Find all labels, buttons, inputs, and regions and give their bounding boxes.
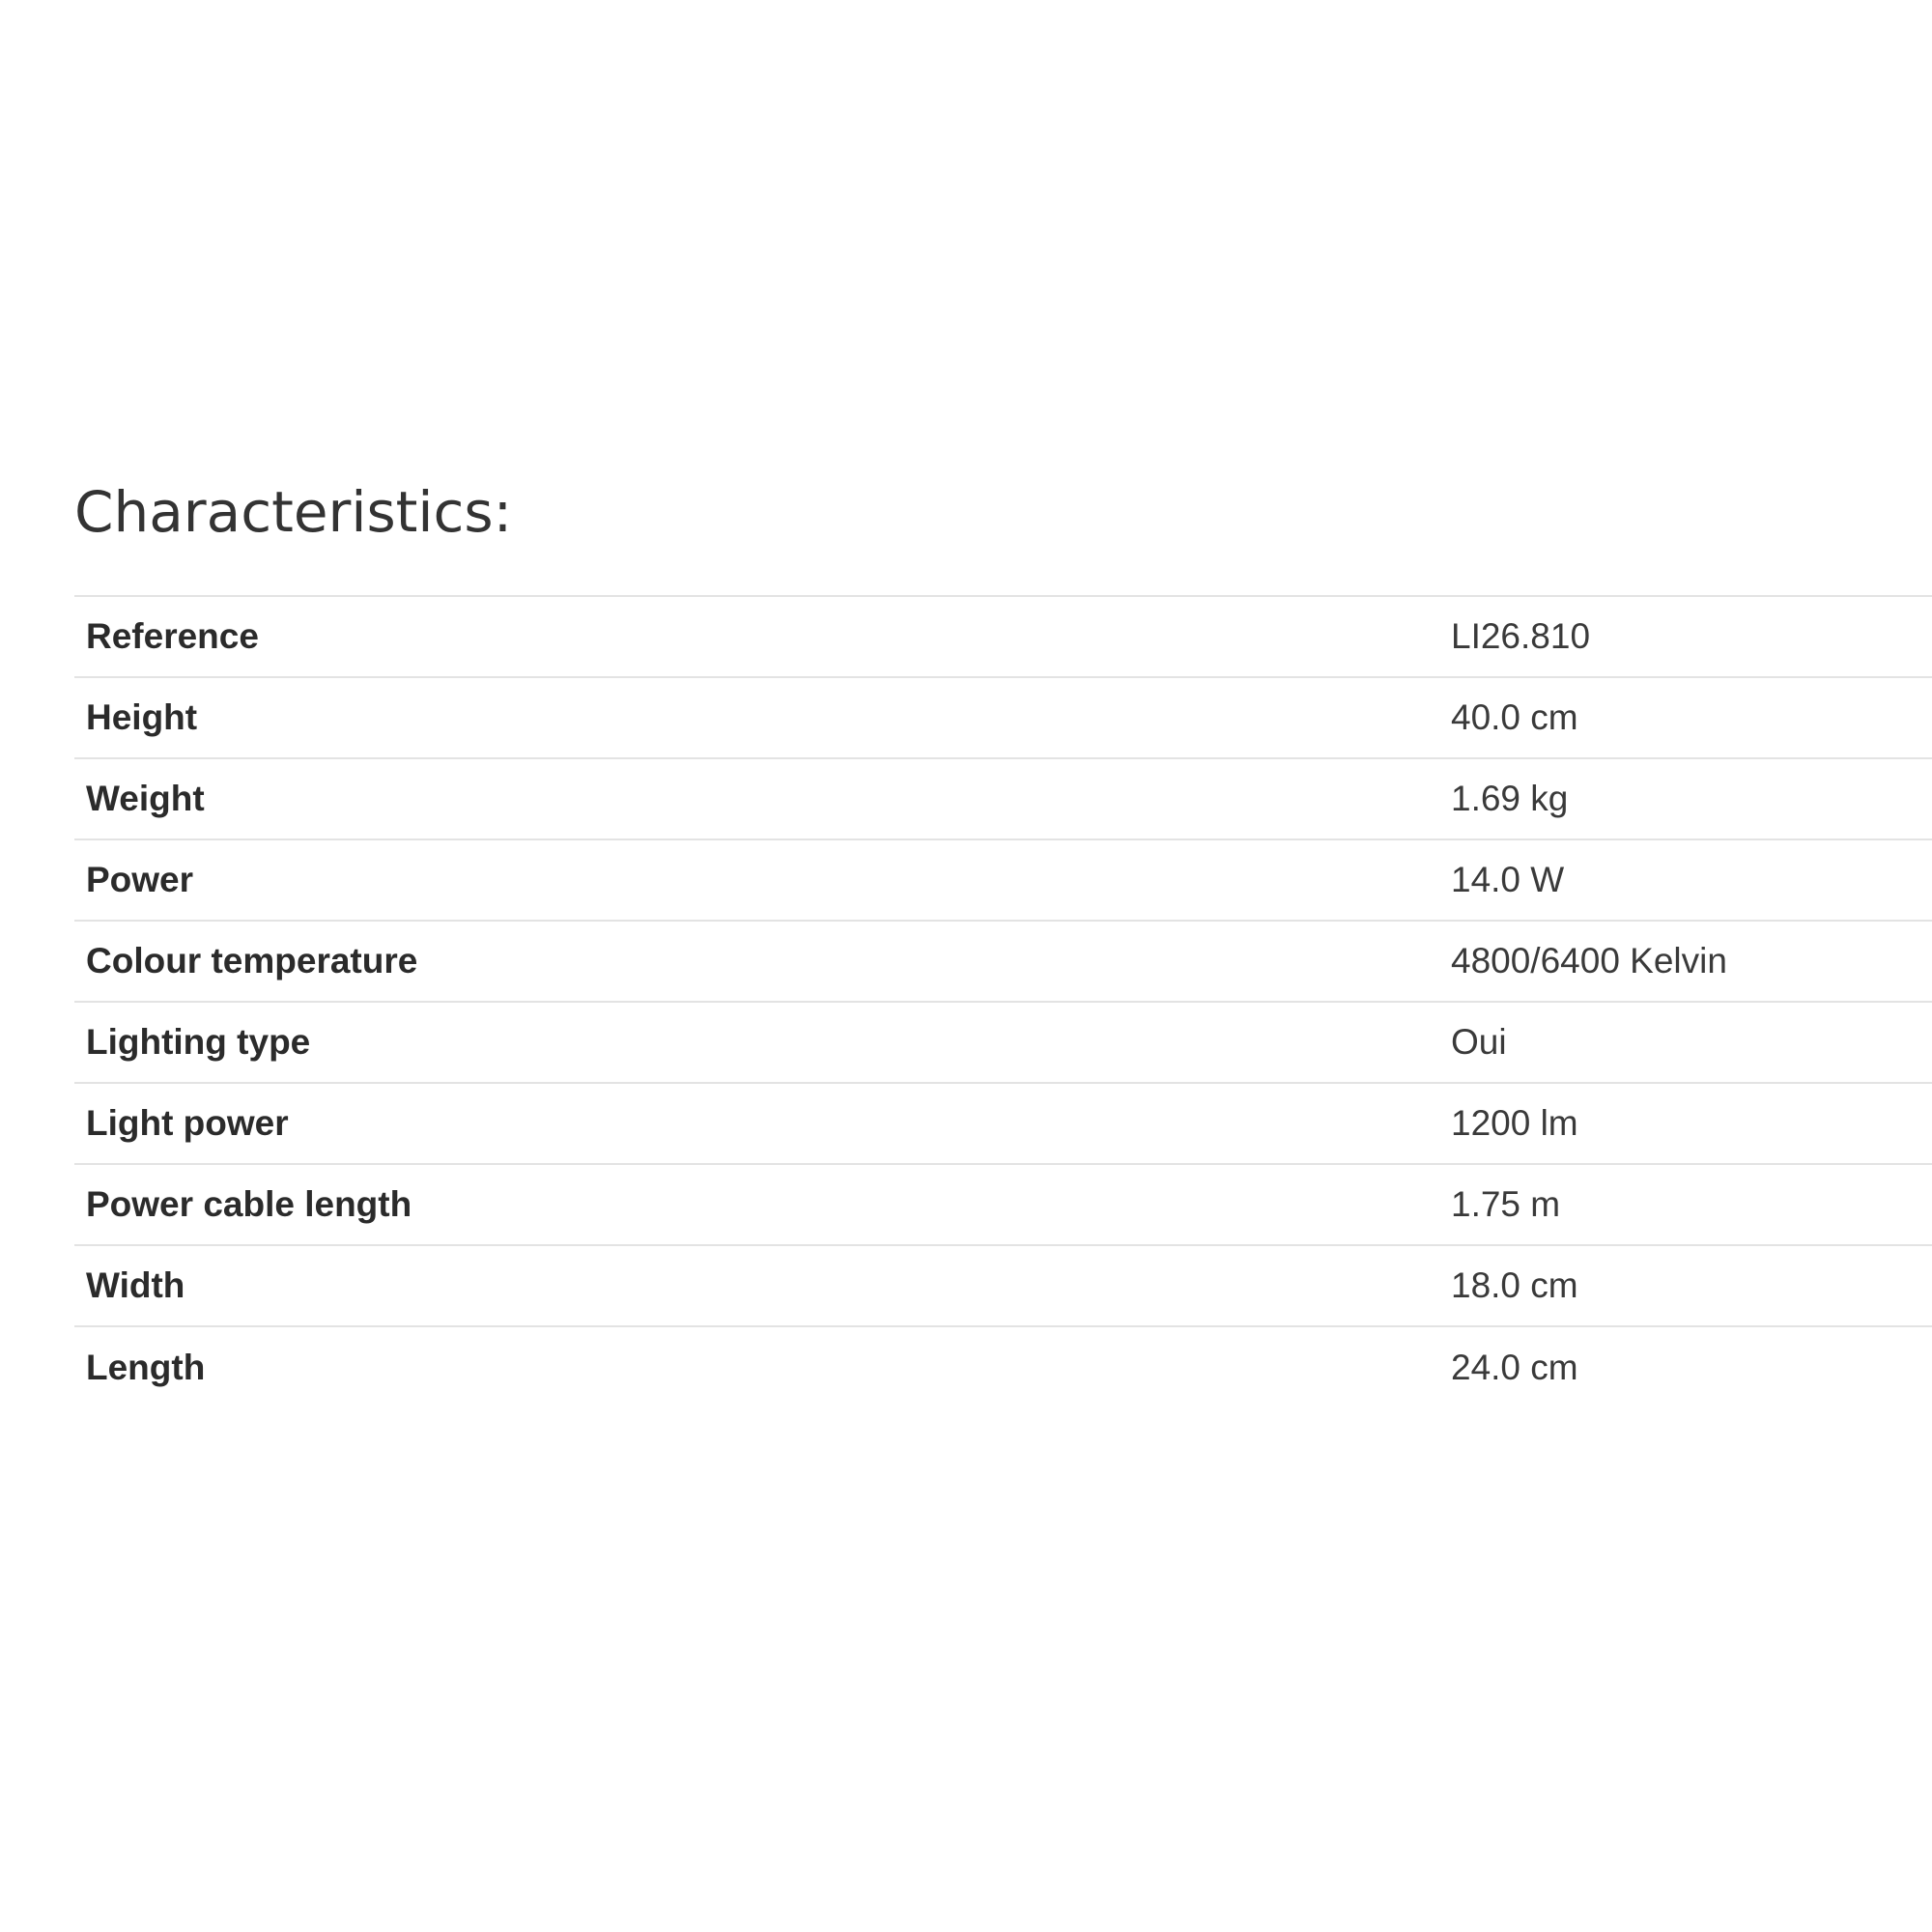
specs-table-body xyxy=(74,596,1932,1407)
spec-label-reference: Reference xyxy=(86,616,259,656)
table-row xyxy=(74,1083,1932,1164)
table-row xyxy=(74,1164,1932,1245)
table-row xyxy=(74,839,1932,921)
table-row xyxy=(74,1245,1932,1326)
spec-label-power-cable-length: Power cable length xyxy=(86,1184,412,1224)
spec-value-lighting-type: Oui xyxy=(1451,1022,1507,1062)
table-row xyxy=(74,758,1932,839)
spec-value-height: 40.0 cm xyxy=(1451,697,1578,737)
spec-label-colour-temperature: Colour temperature xyxy=(86,941,418,980)
table-row xyxy=(74,1002,1932,1083)
table-row xyxy=(74,596,1932,677)
table-row xyxy=(74,921,1932,1002)
spec-label-weight: Weight xyxy=(86,779,205,818)
table-row xyxy=(74,1326,1932,1407)
spec-value-width: 18.0 cm xyxy=(1451,1265,1578,1305)
table-row xyxy=(74,677,1932,758)
spec-value-colour-temperature: 4800/6400 Kelvin xyxy=(1451,941,1727,980)
spec-label-length: Length xyxy=(86,1347,206,1387)
spec-value-length: 24.0 cm xyxy=(1451,1347,1578,1387)
spec-label-light-power: Light power xyxy=(86,1103,289,1143)
spec-label-height: Height xyxy=(86,697,198,737)
spec-label-lighting-type: Lighting type xyxy=(86,1022,311,1062)
spec-label-width: Width xyxy=(86,1265,185,1305)
characteristics-section xyxy=(74,473,1932,551)
specs-table xyxy=(74,595,1932,1407)
spec-value-weight: 1.69 kg xyxy=(1451,779,1569,818)
spec-value-reference: LI26.810 xyxy=(1451,616,1591,656)
spec-value-power: 14.0 W xyxy=(1451,860,1565,899)
spec-value-light-power: 1200 lm xyxy=(1451,1103,1578,1143)
spec-label-power: Power xyxy=(86,860,194,899)
spec-value-power-cable-length: 1.75 m xyxy=(1451,1184,1561,1224)
section-title: Characteristics: xyxy=(74,479,513,545)
